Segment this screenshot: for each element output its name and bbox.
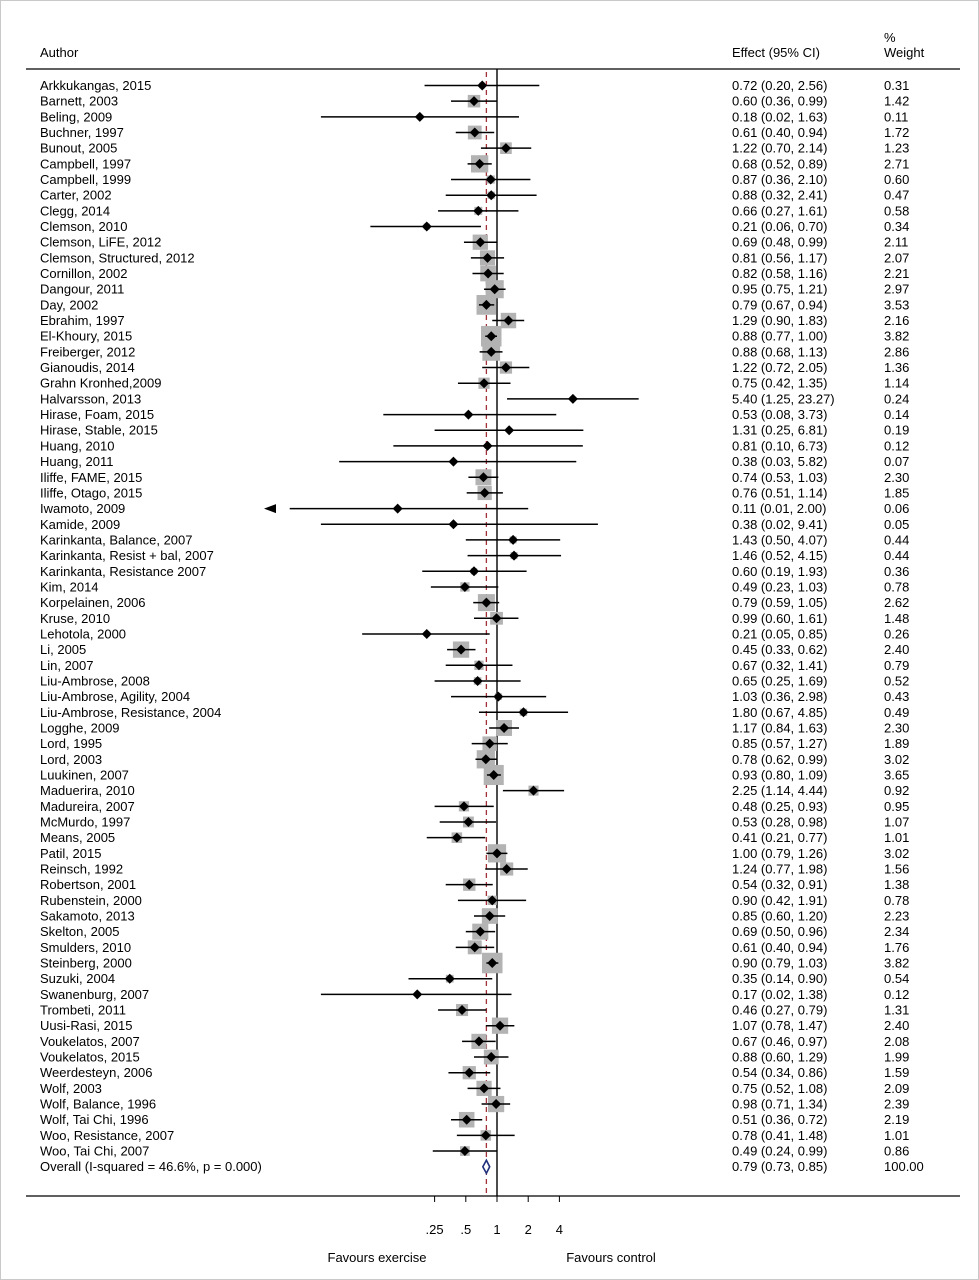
study-weight-label: 0.44 [884,548,910,564]
study-weight-label: 2.23 [884,908,910,924]
study-weight-label: 1.89 [884,736,910,752]
study-weight-label: 0.86 [884,1143,910,1159]
study-effect-ci-label: 0.68 (0.52, 0.89) [732,156,828,172]
study-effect-ci-label: 0.75 (0.52, 1.08) [732,1080,828,1096]
study-author-label: Hirase, Foam, 2015 [40,407,155,423]
study-effect-ci-label: 0.11 (0.01, 2.00) [732,501,827,517]
study-weight-label: 2.62 [884,595,910,611]
study-author-label: Robertson, 2001 [40,877,137,893]
study-author-label: Clegg, 2014 [40,203,111,219]
study-weight-label: 1.99 [884,1049,910,1065]
study-effect-ci-label: 0.76 (0.51, 1.14) [732,485,828,501]
study-point-estimate [477,81,487,91]
study-effect-ci-label: 0.53 (0.28, 0.98) [732,814,828,830]
study-weight-label: 1.01 [884,1127,910,1143]
study-author-label: Voukelatos, 2007 [40,1033,140,1049]
study-effect-ci-label: 1.22 (0.72, 2.05) [732,360,828,376]
study-author-label: Woo, Tai Chi, 2007 [40,1143,150,1159]
header-weight-symbol: % [884,30,896,45]
study-point-estimate [448,457,458,467]
study-author-label: Maduerira, 2010 [40,783,135,799]
study-author-label: Carter, 2002 [40,187,112,203]
study-weight-label: 2.08 [884,1033,910,1049]
study-author-label: Karinkanta, Balance, 2007 [40,532,193,548]
study-weight-label: 3.02 [884,751,910,767]
study-effect-ci-label: 0.88 (0.77, 1.00) [732,328,828,344]
study-author-label: Karinkanta, Resist + bal, 2007 [40,548,214,564]
favours-control-label: Favours control [566,1250,656,1265]
study-weight-label: 1.48 [884,610,910,626]
study-point-estimate [493,692,503,702]
study-effect-ci-label: 0.93 (0.80, 1.09) [732,767,828,783]
study-effect-ci-label: 0.41 (0.21, 0.77) [732,830,828,846]
study-effect-ci-label: 0.17 (0.02, 1.38) [732,986,828,1002]
study-weight-label: 0.49 [884,704,910,720]
study-author-label: Ebrahim, 1997 [40,313,125,329]
study-effect-ci-label: 0.72 (0.20, 2.56) [732,78,828,93]
study-weight-label: 2.86 [884,344,910,360]
study-author-label: Logghe, 2009 [40,720,120,736]
study-author-label: Kamide, 2009 [40,516,121,532]
study-point-estimate [469,566,479,576]
study-effect-ci-label: 0.88 (0.68, 1.13) [732,344,828,360]
study-weight-label: 2.40 [884,642,910,658]
study-author-label: Lord, 1995 [40,736,103,752]
study-weight-label: 2.30 [884,469,910,485]
study-effect-ci-label: 0.21 (0.05, 0.85) [732,626,828,642]
study-weight-label: 3.53 [884,297,910,313]
study-effect-ci-label: 0.87 (0.36, 2.10) [732,172,828,188]
study-effect-ci-label: 1.80 (0.67, 4.85) [732,704,828,720]
study-point-estimate [448,519,458,529]
study-author-label: Voukelatos, 2015 [40,1049,140,1065]
study-author-label: Halvarsson, 2013 [40,391,142,407]
study-weight-label: 3.65 [884,767,910,783]
x-tick-label: .25 [425,1222,444,1237]
study-effect-ci-label: 0.61 (0.40, 0.94) [732,125,828,141]
study-weight-label: 2.11 [884,234,909,250]
study-weight-label: 0.14 [884,407,910,423]
study-effect-ci-label: 0.69 (0.48, 0.99) [732,234,828,250]
study-weight-label: 3.02 [884,845,910,861]
x-tick-label: .5 [460,1222,472,1237]
study-effect-ci-label: 0.90 (0.42, 1.91) [732,892,828,908]
study-weight-label: 0.24 [884,391,910,407]
study-weight-label: 0.54 [884,971,910,987]
study-weight-label: 1.01 [884,830,910,846]
study-effect-ci-label: 1.17 (0.84, 1.63) [732,720,828,736]
study-point-estimate [393,504,403,514]
study-point-estimate [483,441,493,451]
study-author-label: Kruse, 2010 [40,610,111,626]
study-author-label: Buchner, 1997 [40,125,124,141]
study-weight-label: 0.26 [884,626,910,642]
study-effect-ci-label: 0.78 (0.62, 0.99) [732,751,828,767]
study-author-label: McMurdo, 1997 [40,814,131,830]
study-effect-ci-label: 2.25 (1.14, 4.44) [732,783,828,799]
study-weight-label: 0.58 [884,203,910,219]
study-weight-label: 2.21 [884,266,910,282]
study-effect-ci-label: 1.24 (0.77, 1.98) [732,861,828,877]
overall-weight-label: 100.00 [884,1159,924,1175]
study-effect-ci-label: 0.60 (0.19, 1.93) [732,563,828,579]
study-weight-label: 0.31 [884,78,910,93]
study-effect-ci-label: 0.79 (0.67, 0.94) [732,297,828,313]
study-author-label: Clemson, LiFE, 2012 [40,234,162,250]
study-effect-ci-label: 0.48 (0.25, 0.93) [732,798,828,814]
study-author-label: Madureira, 2007 [40,798,135,814]
study-effect-ci-label: 0.75 (0.42, 1.35) [732,375,828,391]
study-effect-ci-label: 0.82 (0.58, 1.16) [732,266,828,282]
study-weight-label: 0.07 [884,454,910,470]
study-effect-ci-label: 0.81 (0.10, 6.73) [732,438,828,454]
study-effect-ci-label: 0.65 (0.25, 1.69) [732,673,828,689]
study-author-label: Campbell, 1999 [40,172,132,188]
study-author-label: Beling, 2009 [40,109,113,125]
study-weight-label: 1.56 [884,861,910,877]
study-author-label: Li, 2005 [40,642,87,658]
study-weight-label: 2.34 [884,924,910,940]
study-weight-label: 0.52 [884,673,910,689]
study-effect-ci-label: 0.35 (0.14, 0.90) [732,971,828,987]
study-author-label: El-Khoury, 2015 [40,328,133,344]
study-effect-ci-label: 0.99 (0.60, 1.61) [732,610,828,626]
study-effect-ci-label: 0.54 (0.32, 0.91) [732,877,828,893]
study-author-label: Barnett, 2003 [40,93,119,109]
study-author-label: Uusi-Rasi, 2015 [40,1018,133,1034]
study-effect-ci-label: 0.78 (0.41, 1.48) [732,1127,828,1143]
study-weight-label: 0.44 [884,532,910,548]
study-weight-label: 1.42 [884,93,910,109]
study-author-label: Wolf, Balance, 1996 [40,1096,157,1112]
study-author-label: Smulders, 2010 [40,939,132,955]
study-point-estimate [504,425,514,435]
study-weight-label: 1.85 [884,485,910,501]
study-point-estimate [568,394,578,404]
study-effect-ci-label: 0.95 (0.75, 1.21) [732,281,828,297]
study-author-label: Campbell, 1997 [40,156,132,172]
study-author-label: Arkkukangas, 2015 [40,78,152,93]
overall-diamond [483,1160,490,1173]
study-author-label: Clemson, 2010 [40,219,128,235]
study-weight-label: 0.60 [884,172,910,188]
study-effect-ci-label: 1.00 (0.79, 1.26) [732,845,828,861]
study-effect-ci-label: 0.98 (0.71, 1.34) [732,1096,828,1112]
study-point-estimate [422,222,432,232]
study-author-label: Liu-Ambrose, Agility, 2004 [40,689,191,705]
study-weight-label: 2.39 [884,1096,910,1112]
study-author-label: Sakamoto, 2013 [40,908,135,924]
study-point-estimate [508,535,518,545]
study-effect-ci-label: 1.29 (0.90, 1.83) [732,313,828,329]
study-effect-ci-label: 0.74 (0.53, 1.03) [732,469,828,485]
study-author-label: Clemson, Structured, 2012 [40,250,195,266]
study-author-label: Huang, 2010 [40,438,115,454]
study-effect-ci-label: 1.03 (0.36, 2.98) [732,689,828,705]
study-author-label: Cornillon, 2002 [40,266,128,282]
study-weight-label: 0.12 [884,438,910,454]
study-effect-ci-label: 0.90 (0.79, 1.03) [732,955,828,971]
overall-label: Overall (I-squared = 46.6%, p = 0.000) [40,1159,262,1175]
study-weight-label: 2.97 [884,281,910,297]
study-author-label: Dangour, 2011 [40,281,125,297]
study-author-label: Luukinen, 2007 [40,767,129,783]
study-author-label: Freiberger, 2012 [40,344,136,360]
study-weight-label: 0.11 [884,109,909,125]
study-author-label: Rubenstein, 2000 [40,892,142,908]
study-weight-label: 1.59 [884,1065,910,1081]
study-weight-label: 1.36 [884,360,910,376]
study-author-label: Liu-Ambrose, Resistance, 2004 [40,704,222,720]
study-author-label: Lin, 2007 [40,657,94,673]
study-weight-label: 0.36 [884,563,910,579]
x-tick-label: 4 [555,1222,564,1237]
study-author-label: Reinsch, 1992 [40,861,124,877]
study-effect-ci-label: 0.69 (0.50, 0.96) [732,924,828,940]
study-effect-ci-label: 0.85 (0.60, 1.20) [732,908,828,924]
study-effect-ci-label: 0.53 (0.08, 3.73) [732,407,828,423]
header-weight: Weight [884,45,925,60]
study-point-estimate [463,410,473,420]
study-weight-label: 1.14 [884,375,910,391]
study-weight-label: 0.78 [884,892,910,908]
study-effect-ci-label: 0.45 (0.33, 0.62) [732,642,828,658]
study-author-label: Lord, 2003 [40,751,103,767]
study-effect-ci-label: 0.18 (0.02, 1.63) [732,109,828,125]
study-weight-label: 3.82 [884,328,910,344]
study-point-estimate [422,629,432,639]
overall-effect-ci-label: 0.79 (0.73, 0.85) [732,1159,828,1175]
ci-truncation-arrow [264,504,276,513]
study-author-label: Skelton, 2005 [40,924,120,940]
study-effect-ci-label: 5.40 (1.25, 23.27) [732,391,835,407]
study-author-label: Korpelainen, 2006 [40,595,146,611]
study-author-label: Steinberg, 2000 [40,955,132,971]
study-author-label: Karinkanta, Resistance 2007 [40,563,207,579]
study-weight-label: 0.47 [884,187,910,203]
study-author-label: Woo, Resistance, 2007 [40,1127,175,1143]
study-weight-label: 1.31 [884,1002,910,1018]
study-author-label: Patil, 2015 [40,845,102,861]
study-effect-ci-label: 1.31 (0.25, 6.81) [732,422,828,438]
study-weight-label: 0.05 [884,516,910,532]
study-author-label: Means, 2005 [40,830,116,846]
study-weight-label: 0.06 [884,501,910,517]
study-author-label: Kim, 2014 [40,579,99,595]
study-author-label: Day, 2002 [40,297,99,313]
study-weight-label: 0.79 [884,657,910,673]
study-effect-ci-label: 1.07 (0.78, 1.47) [732,1018,828,1034]
study-effect-ci-label: 0.38 (0.03, 5.82) [732,454,828,470]
study-effect-ci-label: 0.60 (0.36, 0.99) [732,93,828,109]
study-author-label: Weerdesteyn, 2006 [40,1065,153,1081]
study-author-label: Suzuki, 2004 [40,971,116,987]
study-author-label: Iliffe, Otago, 2015 [40,485,143,501]
x-tick-label: 1 [493,1222,501,1237]
study-effect-ci-label: 0.79 (0.59, 1.05) [732,595,828,611]
study-weight-label: 0.92 [884,783,910,799]
study-effect-ci-label: 0.51 (0.36, 0.72) [732,1112,828,1128]
study-weight-label: 2.71 [884,156,910,172]
study-point-estimate [412,989,422,999]
study-weight-label: 3.82 [884,955,910,971]
study-effect-ci-label: 0.61 (0.40, 0.94) [732,939,828,955]
favours-exercise-label: Favours exercise [327,1250,427,1265]
study-author-label: Liu-Ambrose, 2008 [40,673,150,689]
study-weight-label: 0.78 [884,579,910,595]
study-effect-ci-label: 0.54 (0.34, 0.86) [732,1065,828,1081]
study-weight-label: 0.12 [884,986,910,1002]
study-effect-ci-label: 0.38 (0.02, 9.41) [732,516,828,532]
study-effect-ci-label: 0.46 (0.27, 0.79) [732,1002,828,1018]
study-effect-ci-label: 0.21 (0.06, 0.70) [732,219,828,235]
study-author-label: Swanenburg, 2007 [40,986,150,1002]
study-weight-label: 0.19 [884,422,910,438]
study-effect-ci-label: 0.49 (0.23, 1.03) [732,579,828,595]
study-author-label: Grahn Kronhed,2009 [40,375,162,391]
study-author-label: Hirase, Stable, 2015 [40,422,158,438]
study-point-estimate [509,551,519,561]
study-author-label: Iliffe, FAME, 2015 [40,469,143,485]
study-author-label: Iwamoto, 2009 [40,501,126,517]
study-effect-ci-label: 1.46 (0.52, 4.15) [732,548,828,564]
study-author-label: Lehotola, 2000 [40,626,127,642]
study-weight-label: 2.07 [884,250,910,266]
study-point-estimate [415,112,425,122]
study-effect-ci-label: 0.88 (0.60, 1.29) [732,1049,828,1065]
study-effect-ci-label: 0.49 (0.24, 0.99) [732,1143,828,1159]
study-effect-ci-label: 0.88 (0.32, 2.41) [732,187,828,203]
study-effect-ci-label: 0.81 (0.56, 1.17) [732,250,828,266]
study-effect-ci-label: 0.66 (0.27, 1.61) [732,203,828,219]
header-effect: Effect (95% CI) [732,45,820,60]
study-weight-label: 1.76 [884,939,910,955]
study-effect-ci-label: 0.67 (0.46, 0.97) [732,1033,828,1049]
study-effect-ci-label: 0.67 (0.32, 1.41) [732,657,828,673]
study-author-label: Wolf, 2003 [40,1080,102,1096]
study-weight-label: 2.19 [884,1112,910,1128]
study-weight-label: 1.07 [884,814,910,830]
study-author-label: Huang, 2011 [40,454,114,470]
study-weight-label: 1.72 [884,125,910,141]
study-effect-ci-label: 0.85 (0.57, 1.27) [732,736,828,752]
study-weight-label: 0.95 [884,798,910,814]
study-effect-ci-label: 1.43 (0.50, 4.07) [732,532,828,548]
study-weight-label: 2.16 [884,313,910,329]
study-weight-label: 1.38 [884,877,910,893]
x-tick-label: 2 [524,1222,532,1237]
study-author-label: Wolf, Tai Chi, 1996 [40,1112,149,1128]
study-weight-label: 1.23 [884,140,910,156]
study-author-label: Gianoudis, 2014 [40,360,135,376]
study-weight-label: 0.43 [884,689,910,705]
study-weight-label: 2.09 [884,1080,910,1096]
study-weight-label: 0.34 [884,219,910,235]
study-effect-ci-label: 1.22 (0.70, 2.14) [732,140,828,156]
study-author-label: Trombeti, 2011 [40,1002,126,1018]
header-author: Author [40,45,79,60]
study-author-label: Bunout, 2005 [40,140,118,156]
study-weight-label: 2.40 [884,1018,910,1034]
study-weight-label: 2.30 [884,720,910,736]
